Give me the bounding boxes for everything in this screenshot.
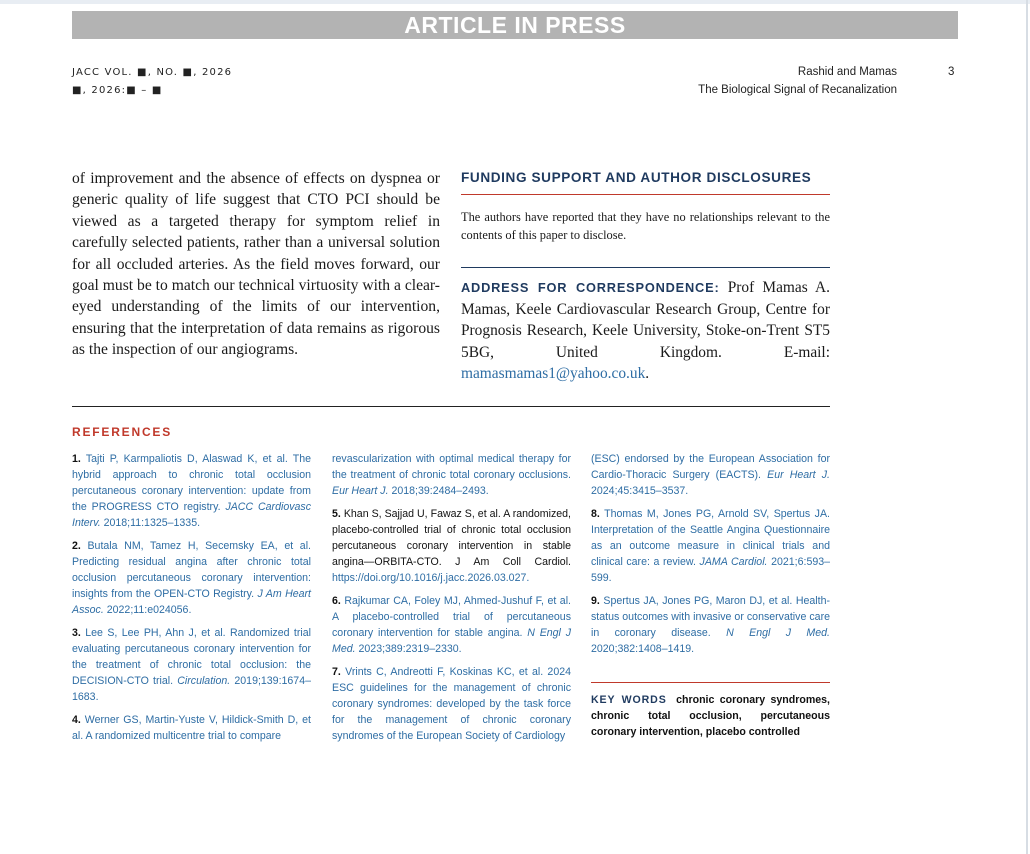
- funding-heading: FUNDING SUPPORT AND AUTHOR DISCLOSURES: [461, 170, 812, 185]
- reference-authors: Vrints C, Andreotti F, Koskinas KC, et al. 2024 ESC guidelines for the management of chronic coronary syndromes: developed by the task force for the management of chronic coronary syndromes of the European Society of Cardiology: [332, 666, 571, 742]
- journal-date-line: ■, 2026:■ – ■: [72, 85, 163, 96]
- reference-item[interactable]: [332, 506, 571, 586]
- references-divider: [72, 406, 830, 407]
- email-link[interactable]: mamasmamas1@yahoo.co.uk: [461, 365, 646, 383]
- reference-journal: Circulation.: [177, 675, 231, 687]
- reference-citation: 2019;139:1674–1683.: [72, 675, 311, 703]
- reference-journal: Eur Heart J.: [767, 469, 830, 481]
- reference-number: 7.: [332, 666, 341, 678]
- reference-citation: 2018;11:1325–1335.: [103, 517, 201, 529]
- reference-number: 3.: [72, 627, 81, 639]
- references-heading: REFERENCES: [72, 425, 173, 439]
- page-number: 3: [948, 66, 955, 78]
- reference-item[interactable]: [591, 506, 830, 586]
- keywords: [591, 692, 830, 740]
- right-edge-line: [1026, 0, 1028, 854]
- journal-volume-line: JACC VOL. ■, NO. ■, 2026: [72, 67, 233, 78]
- reference-citation: 2021;6:593–599.: [591, 556, 831, 584]
- reference-number: 9.: [591, 595, 600, 607]
- journal-info: [72, 64, 232, 100]
- reference-item-continued[interactable]: [332, 451, 571, 499]
- reference-number: 1.: [72, 453, 81, 465]
- correspondence-address: [461, 277, 830, 385]
- body-paragraph: of improvement and the absence of effects on dyspnea or generic quality of life suggest that CTO PCI should be viewed as a targeted therapy for symptom relief in carefully selected patients, rather than a universal solution for all occluded arteries. As the field moves forward, our goal must be to match our technical virtuosity with a clear-eyed understanding of the limits of our intervention, ensuring that the interpretation of data remains as rigorous as the inspection of our angiograms.: [72, 170, 440, 359]
- section-divider: [461, 194, 830, 195]
- references-column-3: [591, 451, 830, 740]
- reference-item[interactable]: [332, 664, 571, 744]
- disclosure-column: [461, 170, 830, 385]
- keywords-label: KEY WORDS: [591, 694, 667, 706]
- reference-item[interactable]: [591, 593, 830, 657]
- reference-number: 8.: [591, 508, 600, 520]
- reference-doi-link[interactable]: https://doi.org/10.1016/j.jacc.2026.03.027: [332, 572, 527, 584]
- reference-authors: Rajkumar CA, Foley MJ, Ahmed-Jushuf F, et al. A placebo-controlled trial of percutaneous coronary intervention for stable angina.: [332, 595, 571, 639]
- reference-citation: 2023;389:2319–2330.: [358, 643, 462, 655]
- reference-citation: 2024;45:3415–3537.: [591, 485, 689, 497]
- reference-authors: Werner GS, Martin-Yuste V, Hildick-Smith D, et al. A randomized multicentre trial to compare: [72, 714, 311, 742]
- reference-journal: Eur Heart J.: [332, 485, 389, 497]
- reference-journal: N Engl J Med.: [332, 627, 571, 655]
- reference-authors: Spertus JA, Jones PG, Maron DJ, et al. Health-status outcomes with invasive or conservative care in coronary disease.: [591, 595, 830, 639]
- keywords-divider: [591, 682, 830, 683]
- reference-item[interactable]: [72, 451, 311, 531]
- reference-item[interactable]: [72, 625, 311, 705]
- funding-text: The authors have reported that they have no relationships relevant to the contents of this paper to disclose.: [461, 210, 830, 242]
- reference-journal: JACC Cardiovasc Interv.: [72, 501, 311, 529]
- reference-authors: Thomas M, Jones PG, Arnold SV, Spertus JA. Interpretation of the Seattle Angina Questionnaire as an outcome measure in clinical trials and clinical care: a review.: [591, 508, 830, 568]
- reference-end: .: [526, 572, 530, 584]
- reference-citation: 2022;11:e024056.: [106, 604, 192, 616]
- reference-citation: 2020;382:1408–1419.: [591, 643, 695, 655]
- reference-number: 4.: [72, 714, 81, 726]
- running-authors: Rashid and Mamas: [797, 66, 897, 78]
- reference-citation: 2018;39:2484–2493.: [391, 485, 489, 497]
- keywords-text: chronic coronary syndromes, chronic total occlusion, percutaneous coronary intervention, placebo controlled: [591, 694, 830, 738]
- reference-number: 5.: [332, 508, 341, 520]
- reference-number: 2.: [72, 540, 81, 552]
- references-column-1: [72, 451, 311, 751]
- running-title: The Biological Signal of Recanalization: [698, 84, 897, 96]
- reference-journal: JAMA Cardiol.: [699, 556, 768, 568]
- reference-authors: Butala NM, Tamez H, Secemsky EA, et al. Predicting residual angina after chronic total occlusion percutaneous coronary intervention: insights from the OPEN-CTO Registry.: [72, 540, 311, 600]
- reference-journal: J Am Heart Assoc.: [72, 588, 311, 616]
- article-in-press-banner: ARTICLE IN PRESS: [72, 11, 958, 39]
- reference-authors: Tajti P, Karmpaliotis D, Alaswad K, et al. The hybrid approach to chronic total occlusion percutaneous coronary intervention: update from the PROGRESS CTO registry.: [72, 453, 311, 513]
- section-divider: [461, 267, 830, 268]
- reference-number: 6.: [332, 595, 341, 607]
- running-head-right: [698, 63, 897, 99]
- address-end: .: [645, 365, 650, 383]
- reference-item-continued[interactable]: [591, 451, 830, 499]
- reference-item[interactable]: [332, 593, 571, 657]
- reference-authors: revascularization with optimal medical therapy for the treatment of chronic total coronary occlusions.: [332, 453, 571, 481]
- reference-authors: (ESC) endorsed by the European Association for Cardio-Thoracic Surgery (EACTS).: [591, 453, 830, 481]
- top-edge-line: [0, 0, 1030, 4]
- reference-authors: Khan S, Sajjad U, Fawaz S, et al. A randomized, placebo-controlled trial of chronic total occlusion percutaneous coronary intervention in stable angina—ORBITA-CTO. J Am Coll Cardiol.: [332, 508, 571, 568]
- reference-item[interactable]: [72, 538, 311, 618]
- address-text: Prof Mamas A. Mamas, Keele Cardiovascular Research Group, Centre for Prognosis Research, Keele University, Stoke-on-Trent ST5 5BG, United Kingdom. E-mail:: [461, 279, 830, 361]
- reference-item[interactable]: [72, 712, 311, 744]
- reference-journal: N Engl J Med.: [726, 627, 830, 639]
- address-label: ADDRESS FOR CORRESPONDENCE:: [461, 280, 720, 295]
- reference-authors: Lee S, Lee PH, Ahn J, et al. Randomized trial evaluating percutaneous coronary intervention for the treatment of chronic total occlusion: the DECISION-CTO trial.: [72, 627, 311, 687]
- references-column-2: [332, 451, 571, 751]
